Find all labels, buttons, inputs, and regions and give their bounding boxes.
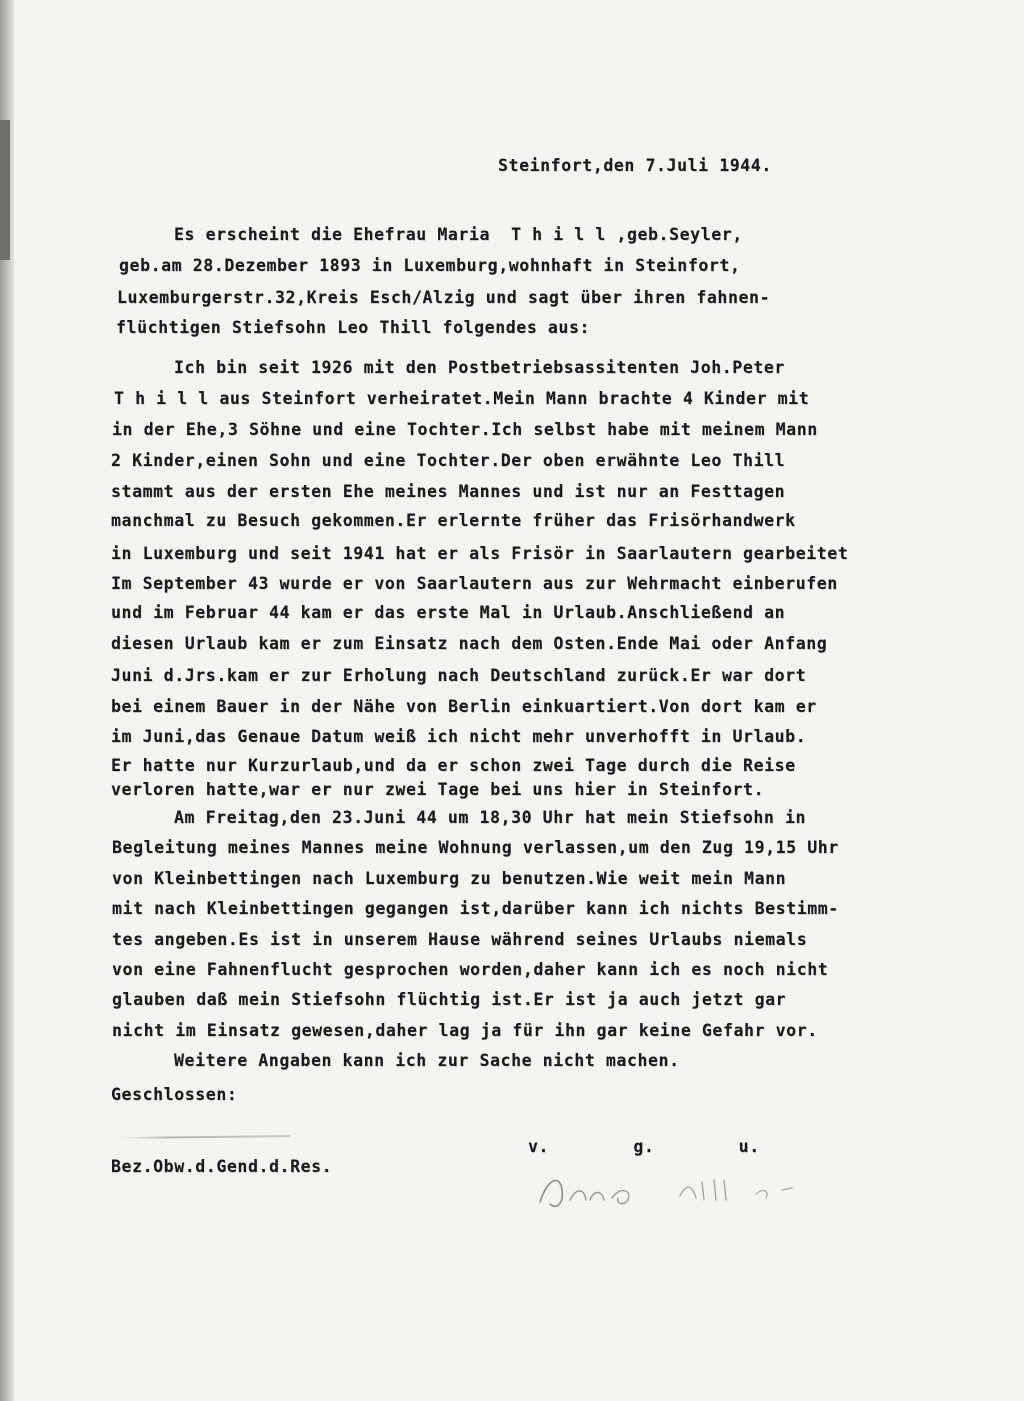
text-line: Es erscheint die Ehefrau Maria T h i l l ,geb.Seyler, (174, 225, 743, 244)
text-line: verloren hatte,war er nur zwei Tage bei uns hier in Steinfort. (111, 780, 765, 799)
text-line: mit nach Kleinbettingen gegangen ist,darüber kann ich nichts Bestimm- (112, 899, 839, 918)
text-line: Juni d.Jrs.kam er zur Erholung nach Deutschland zurück.Er war dort (111, 666, 807, 685)
text-line: Weitere Angaben kann ich zur Sache nicht machen. (174, 1051, 680, 1070)
handwritten-signature (520, 1160, 860, 1220)
text-line: und im Februar 44 kam er das erste Mal in Urlaub.Anschließend an (111, 603, 786, 622)
text-line: nicht im Einsatz gewesen,daher lag ja für ihn gar keine Gefahr vor. (112, 1021, 818, 1040)
closing-label: Geschlossen: (111, 1085, 238, 1104)
text-line: im Juni,das Genaue Datum weiß ich nicht mehr unverhofft in Urlaub. (111, 727, 807, 746)
text-line: in der Ehe,3 Söhne und eine Tochter.Ich selbst habe mit meinem Mann (112, 420, 818, 439)
text-line: Er hatte nur Kurzurlaub,und da er schon zwei Tage durch die Reise (111, 756, 796, 775)
text-line: geb.am 28.Dezember 1893 in Luxemburg,wohnhaft in Steinfort, (119, 256, 741, 275)
text-line: T h i l l aus Steinfort verheiratet.Mein Mann brachte 4 Kinder mit (114, 389, 810, 408)
officer-rank: Bez.Obw.d.Gend.d.Res. (111, 1157, 333, 1176)
text-line: glauben daß mein Stiefsohn flüchtig ist.Er ist ja auch jetzt gar (112, 990, 787, 1009)
text-line: 2 Kinder,einen Sohn und eine Tochter.Der oben erwähnte Leo Thill (111, 451, 786, 470)
text-line: von eine Fahnenflucht gesprochen worden,daher kann ich es noch nicht (112, 960, 829, 979)
text-line: Ich bin seit 1926 mit den Postbetriebsassitenten Joh.Peter (174, 358, 785, 377)
text-line: Luxemburgerstr.32,Kreis Esch/Alzig und sagt über ihren fahnen- (117, 288, 771, 307)
read-approved-signed: v. g. u. (528, 1137, 760, 1156)
text-line: in Luxemburg und seit 1941 hat er als Frisör in Saarlautern gearbeitet (111, 544, 849, 563)
text-line: von Kleinbettingen nach Luxemburg zu benutzen.Wie weit mein Mann (112, 869, 787, 888)
signature-line (120, 1135, 290, 1139)
dateline: Steinfort,den 7.Juli 1944. (498, 156, 772, 175)
text-line: Begleitung meines Mannes meine Wohnung verlassen,um den Zug 19,15 Uhr (112, 838, 839, 857)
text-line: stammt aus der ersten Ehe meines Mannes und ist nur an Festtagen (111, 482, 786, 501)
text-line: manchmal zu Besuch gekommen.Er erlernte früher das Frisörhandwerk (111, 511, 796, 530)
binding-mark (0, 120, 10, 260)
text-line: Im September 43 wurde er von Saarlautern aus zur Wehrmacht einberufen (111, 574, 838, 593)
text-line: bei einem Bauer in der Nähe von Berlin einkuartiert.Von dort kam er (111, 697, 817, 716)
text-line: flüchtigen Stiefsohn Leo Thill folgendes aus: (116, 318, 591, 337)
text-line: diesen Urlaub kam er zum Einsatz nach dem Osten.Ende Mai oder Anfang (111, 634, 828, 653)
text-line: tes angeben.Es ist in unserem Hause während seines Urlaubs niemals (112, 930, 808, 949)
text-line: Am Freitag,den 23.Juni 44 um 18,30 Uhr hat mein Stiefsohn in (174, 808, 807, 827)
